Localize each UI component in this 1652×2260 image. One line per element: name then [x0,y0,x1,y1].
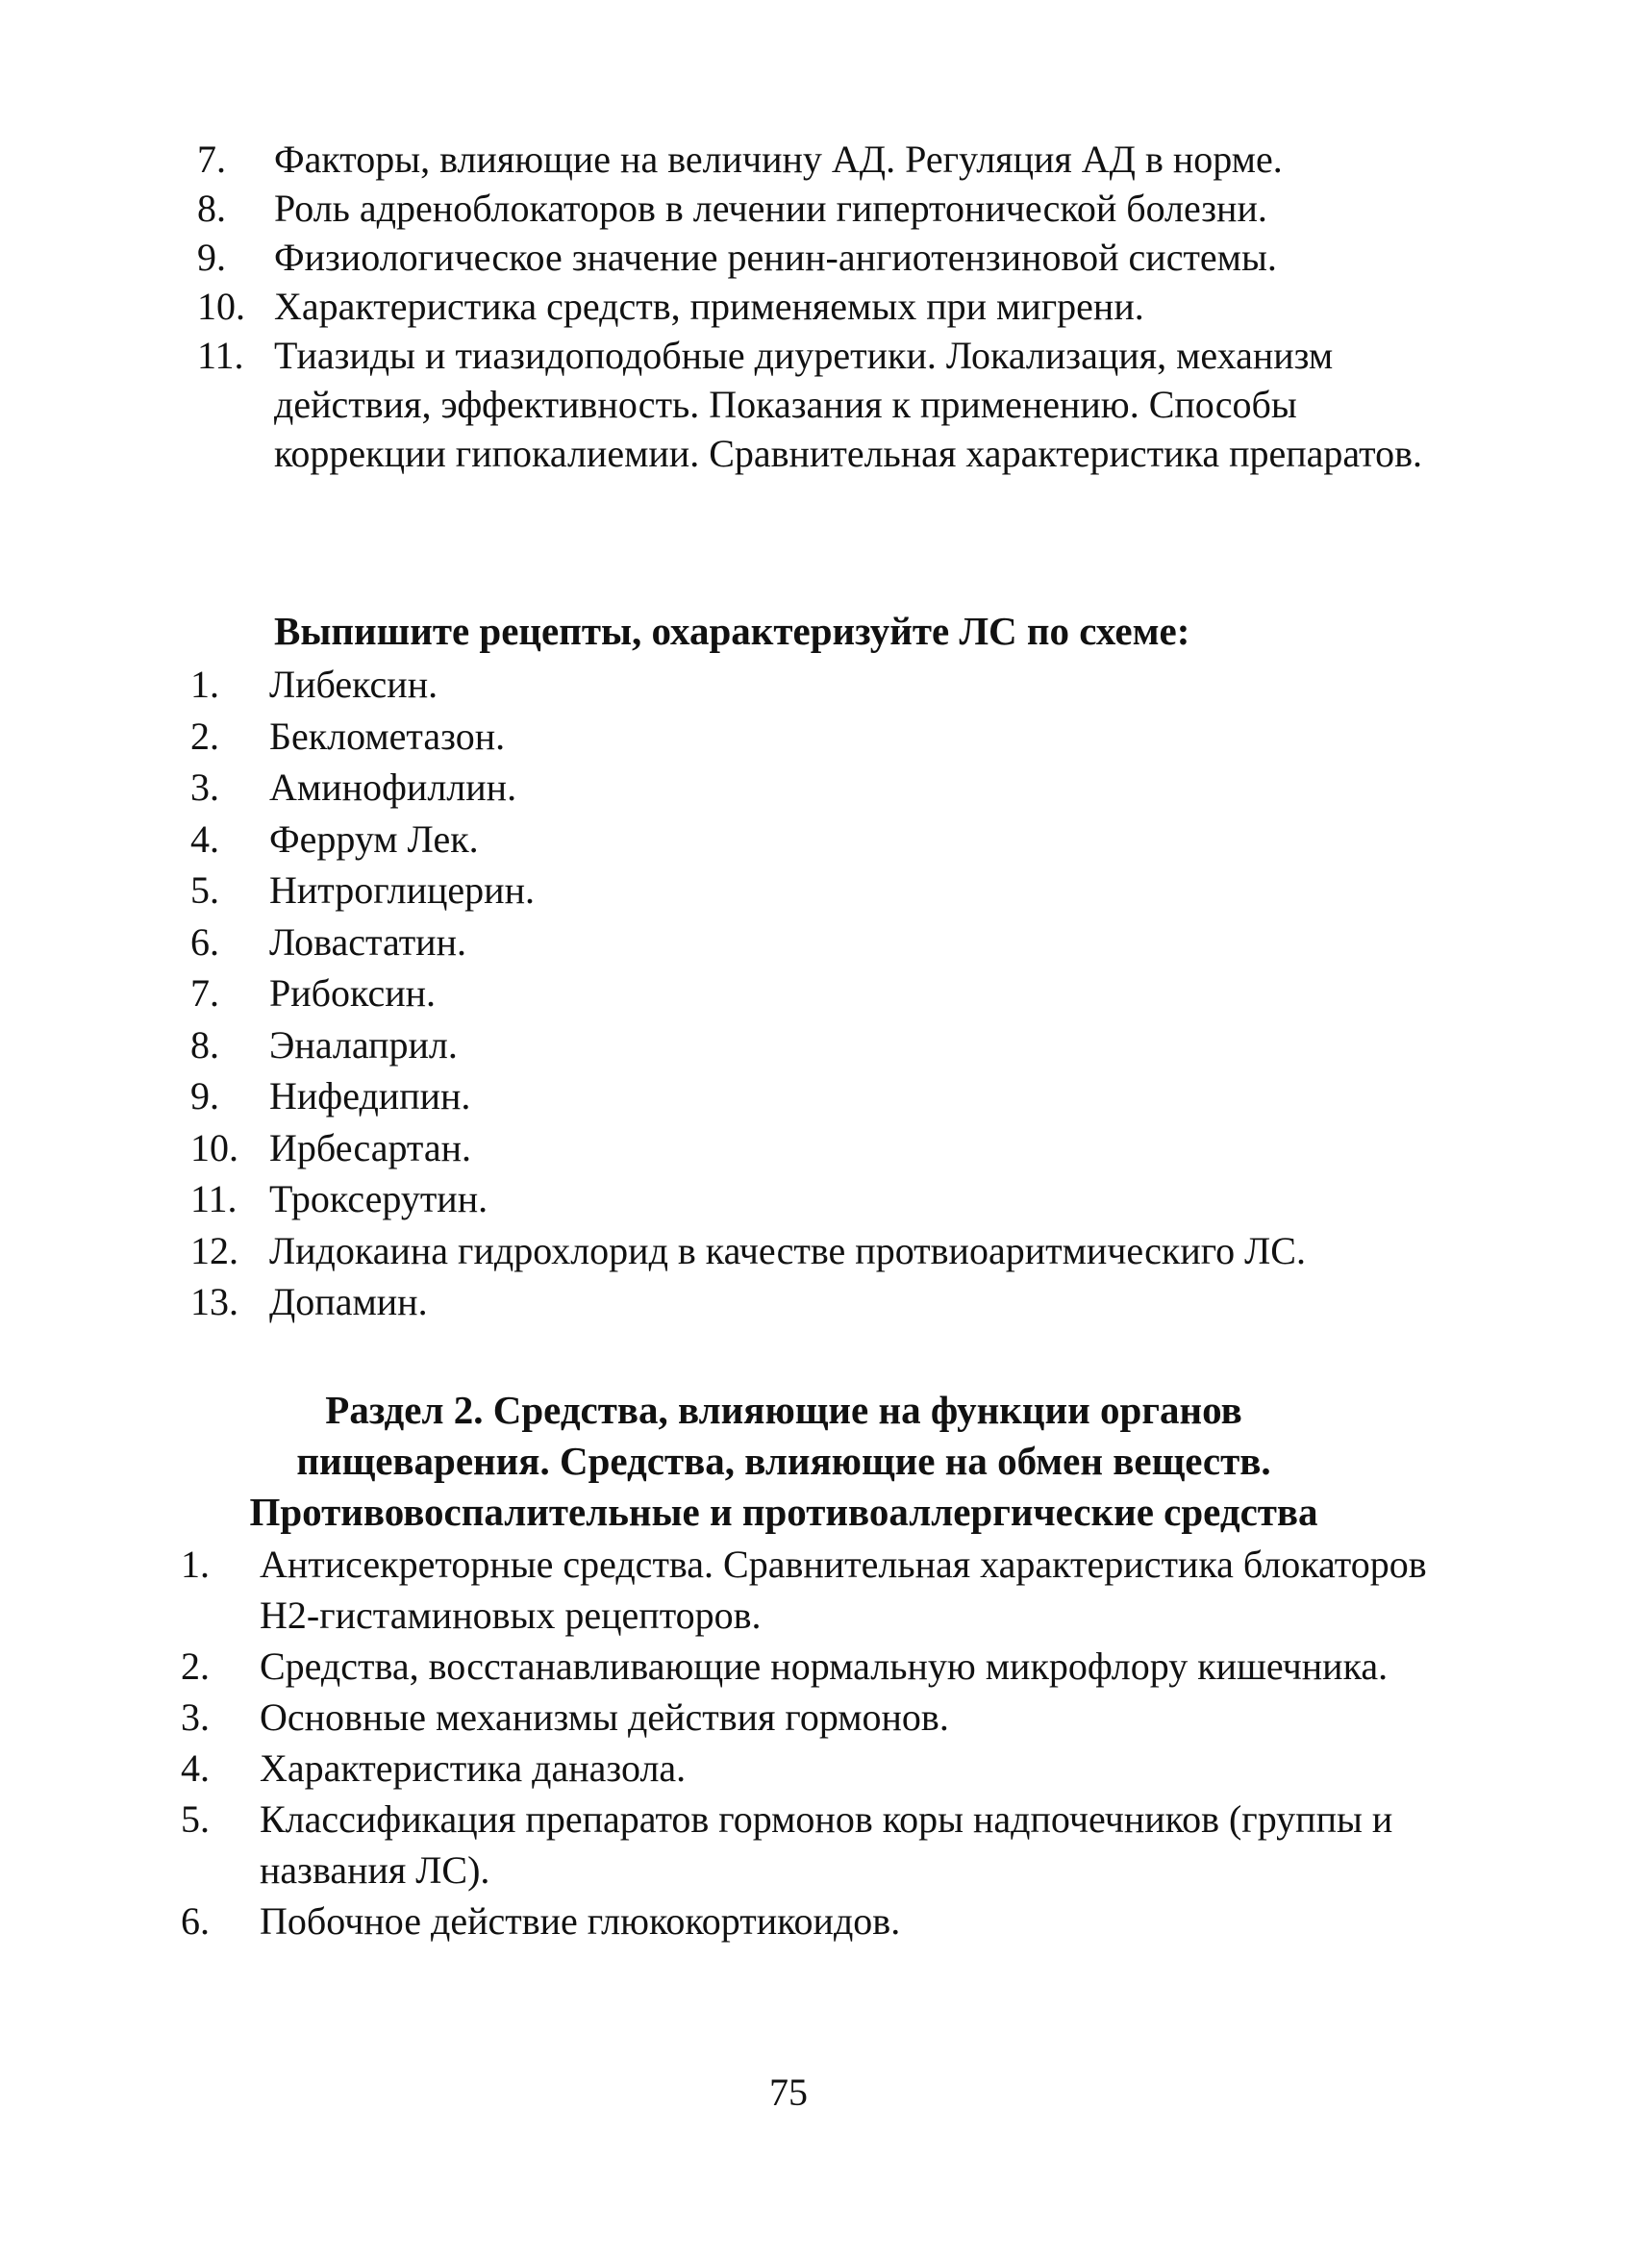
list-item [190,1276,1440,1328]
list-item [190,659,1440,711]
item-text: Характеристика даназола. [260,1746,687,1790]
item-text: Антисекреторные средства. Сравнительная характеристика блокаторов Н2-гистаминовых рецепторов. [260,1543,1427,1637]
section2-heading [154,1385,1414,1538]
item-text: Классификация препаратов гормонов коры надпочечников (группы и названия ЛС). [260,1797,1393,1892]
item-number: 12. [190,1228,238,1272]
list-item [181,1794,1431,1896]
item-text: Нифедипин. [269,1074,471,1117]
item-text: Беклометазон. [269,714,506,758]
list-item [190,1019,1440,1071]
item-text: Роль адреноблокаторов в лечении гипертонической болезни. [274,187,1267,230]
item-text: Ирбесартан. [269,1125,472,1169]
item-text: Аминофиллин. [269,766,517,809]
item-text: Факторы, влияющие на величину АД. Регуляция АД в норме. [274,138,1283,181]
item-number: 11. [190,1177,238,1220]
list-item [190,814,1440,866]
item-number: 6. [190,919,219,964]
item-number: 3. [181,1695,210,1739]
list-item [190,711,1440,763]
item-number: 13. [190,1280,238,1323]
section2-heading-line: Противовоспалительные и противоаллергические средства [249,1490,1318,1534]
list-item [197,331,1447,478]
item-number: 8. [197,187,226,230]
item-text: Феррум Лек. [269,816,479,861]
list-item [181,1641,1431,1692]
item-number: 1. [181,1543,210,1586]
page-number: 75 [769,2071,808,2114]
item-text: Физиологическое значение ренин-ангиотензиновой системы. [274,236,1277,279]
list-item [197,184,1447,233]
item-number: 3. [190,766,219,809]
item-number: 6. [181,1899,210,1943]
list-item [181,1692,1431,1743]
list-item [190,865,1440,917]
item-text: Нитроглицерин. [269,868,535,912]
item-text: Троксерутин. [269,1177,488,1220]
item-number: 4. [190,816,219,861]
list-item [181,1743,1431,1794]
prescriptions-list [190,659,1440,1328]
section1-question-list [197,135,1447,478]
list-item [181,1896,1431,1946]
prescriptions-heading: Выпишите рецепты, охарактеризуйте ЛС по схеме: [274,609,1190,653]
list-item [190,1173,1440,1225]
list-item [190,967,1440,1019]
item-number: 10. [190,1125,238,1169]
item-number: 4. [181,1746,210,1790]
item-text: Тиазиды и тиазидоподобные диуретики. Локализация, механизм действия, эффективность. Показания к применению. Способы коррекции гипокалиемии. Сравнительная характеристика препаратов. [274,334,1422,475]
section2-heading-line: пищеварения. Средства, влияющие на обмен веществ. [296,1439,1271,1483]
list-item [190,1122,1440,1174]
item-text: Средства, восстанавливающие нормальную микрофлору кишечника. [260,1645,1389,1688]
item-number: 10. [197,285,245,328]
item-number: 5. [190,868,219,912]
item-number: 8. [190,1022,219,1067]
item-number: 5. [181,1797,210,1841]
list-item [197,233,1447,282]
item-number: 9. [190,1074,219,1117]
item-text: Характеристика средств, применяемых при мигрени. [274,285,1144,328]
item-text: Основные механизмы действия гормонов. [260,1695,949,1739]
item-number: 7. [197,138,226,181]
item-number: 1. [190,663,219,706]
list-item [197,282,1447,331]
item-text: Допамин. [269,1280,428,1323]
list-item [197,135,1447,184]
item-text: Побочное действие глюкокортикоидов. [260,1899,901,1943]
item-text: Ловастатин. [269,919,466,964]
item-number: 2. [190,714,219,758]
list-item [190,1070,1440,1122]
section2-question-list [181,1539,1431,1946]
item-text: Лидокаина гидрохлорид в качестве протвиоаритмическиго ЛС. [269,1228,1306,1272]
list-item [190,1225,1440,1277]
item-text: Либексин. [269,663,438,706]
list-item [181,1539,1431,1641]
item-number: 7. [190,971,219,1015]
section2-heading-line: Раздел 2. Средства, влияющие на функции органов [325,1388,1242,1432]
item-text: Эналаприл. [269,1022,458,1067]
list-item [190,917,1440,968]
item-number: 11. [197,334,244,377]
item-number: 2. [181,1645,210,1688]
list-item [190,762,1440,814]
item-number: 9. [197,236,226,279]
item-text: Рибоксин. [269,971,437,1015]
